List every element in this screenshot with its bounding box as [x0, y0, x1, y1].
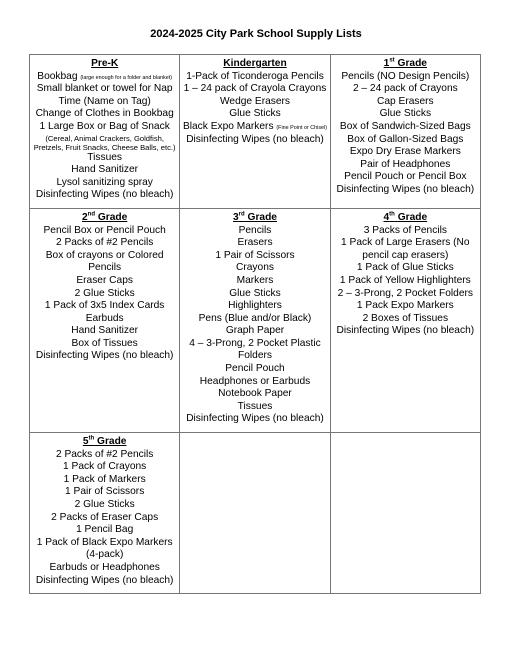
- list-item: Tissues: [87, 151, 123, 163]
- expo-markers-label: Black Expo Markers: [182, 120, 274, 132]
- list-item: Hand Sanitizer: [71, 325, 139, 337]
- list-item: Change of Clothes in Bookbag: [35, 108, 174, 120]
- list-item: Disinfecting Wipes (no bleach): [35, 189, 174, 201]
- grade-ordinal: th: [389, 211, 395, 218]
- list-item: Glue Sticks: [229, 287, 281, 299]
- grade-heading-fourth: [333, 212, 478, 225]
- fourth-grade-cell: [330, 208, 480, 432]
- list-item: Lysol sanitizing spray: [56, 176, 153, 188]
- list-item: Box of Tissues: [71, 337, 138, 349]
- list-item: Glue Sticks: [229, 108, 281, 120]
- list-item: Headphones or Earbuds: [199, 375, 311, 387]
- third-grade-cell: [180, 208, 330, 432]
- list-item: Pencils (NO Design Pencils): [341, 70, 470, 82]
- empty-cell: [180, 433, 330, 594]
- grade-heading-prek: Pre-K: [91, 58, 119, 69]
- grade-word: Grade: [97, 436, 127, 448]
- list-item: 2 Glue Sticks: [74, 287, 135, 299]
- list-item: Tissues: [237, 400, 273, 412]
- list-item: Disinfecting Wipes (no bleach): [186, 413, 324, 425]
- second-grade-cell: [30, 208, 180, 432]
- list-item: Eraser Caps: [76, 274, 133, 286]
- list-item: 1 Pack of Markers: [63, 473, 146, 485]
- list-item: 1 Pack of Yellow Highlighters: [339, 274, 471, 286]
- empty-cell: [330, 433, 480, 594]
- list-item: Box of crayons or Colored Pencils: [45, 249, 164, 274]
- grade-ordinal: rd: [238, 211, 245, 218]
- list-item: Earbuds or Headphones: [49, 561, 160, 573]
- list-item: Expo Dry Erase Markers: [349, 146, 461, 158]
- grade-heading-kindergarten: Kindergarten: [223, 58, 287, 69]
- grade-heading-fifth: [32, 436, 177, 449]
- list-item: 2 – 3-Prong, 2 Pocket Folders: [337, 287, 473, 299]
- supply-list-table: [29, 54, 481, 594]
- grade-heading-second: [32, 212, 177, 225]
- document-title: 2024-2025 City Park School Supply Lists: [150, 28, 362, 40]
- list-item: Pens (Blue and/or Black): [198, 312, 312, 324]
- list-item: Box of Sandwich-Sized Bags: [339, 120, 471, 132]
- grade-number: 2: [82, 211, 88, 223]
- grade-heading-first: [333, 58, 478, 71]
- list-item: Hand Sanitizer: [71, 164, 139, 176]
- bookbag-note: (large enough for a folder and blanket): [80, 74, 173, 81]
- grade-number: 4: [383, 211, 390, 223]
- list-item: Notebook Paper: [218, 388, 292, 400]
- list-item: Small blanket or towel for Nap Time (Name on Tag): [36, 83, 173, 107]
- fifth-grade-cell: [30, 433, 180, 594]
- list-item: Crayons: [236, 262, 274, 274]
- list-item: 1 Pack of Crayons: [63, 461, 147, 473]
- list-item: [32, 71, 177, 84]
- list-item: 2 Boxes of Tissues: [362, 312, 449, 324]
- list-item: 2 – 24 pack of Crayons: [352, 83, 458, 95]
- list-item: Box of Gallon-Sized Bags: [347, 133, 464, 145]
- list-item: Pencils: [238, 224, 272, 236]
- list-item: Pair of Headphones: [360, 158, 451, 170]
- list-item: 1 Pack of 3x5 Index Cards: [44, 300, 165, 312]
- list-item: Pencil Pouch: [225, 363, 285, 375]
- list-item: 4 – 3-Prong, 2 Pocket Plastic Folders: [189, 337, 321, 362]
- grade-word: Grade: [247, 211, 277, 223]
- table-row: [30, 433, 481, 594]
- list-item: Pencil Box or Pencil Pouch: [43, 224, 166, 236]
- grade-number: 3: [233, 211, 239, 223]
- grade-word: Grade: [397, 58, 427, 69]
- grade-word: Grade: [397, 211, 428, 223]
- first-grade-cell: [330, 55, 480, 209]
- list-item: 2 Glue Sticks: [74, 499, 135, 510]
- list-item: 1 – 24 pack of Crayola Crayons: [183, 83, 327, 95]
- grade-number: 1: [383, 58, 390, 69]
- grade-heading-third: [182, 212, 327, 225]
- list-item: 1 Pencil Bag: [76, 524, 134, 536]
- list-item: Disinfecting Wipes (no bleach): [186, 133, 324, 145]
- list-item: Wedge Erasers: [219, 95, 290, 107]
- list-item: [182, 121, 327, 134]
- list-item: Highlighters: [228, 300, 282, 312]
- grade-word: Grade: [97, 211, 128, 223]
- list-item: Pencil Pouch or Pencil Box: [344, 171, 467, 183]
- grade-ordinal: th: [88, 435, 95, 442]
- grade-ordinal: st: [389, 57, 395, 64]
- grade-number: 5: [82, 436, 89, 448]
- list-item: 1 Pack Expo Markers: [356, 300, 454, 312]
- list-item: 2 Packs of #2 Pencils: [55, 237, 154, 249]
- table-row: [30, 208, 481, 432]
- list-item: Earbuds: [85, 312, 124, 324]
- list-item: 1-Pack of Ticonderoga Pencils: [186, 70, 324, 82]
- table-row: [30, 55, 481, 209]
- list-item: Markers: [236, 274, 274, 286]
- list-item: 2 Packs of #2 Pencils: [55, 448, 154, 460]
- list-item: 1 Pair of Scissors: [65, 486, 145, 498]
- list-item: 1 Large Box or Bag of Snack: [39, 120, 170, 132]
- list-item: Disinfecting Wipes (no bleach): [336, 183, 475, 195]
- list-item: Graph Paper: [225, 325, 285, 337]
- list-item: 2 Packs of Eraser Caps: [51, 511, 159, 523]
- expo-markers-note: (Fine Point or Chisel): [276, 124, 328, 131]
- prek-cell: [30, 55, 180, 209]
- list-item: 1 Pack of Large Erasers (No pencil cap erasers): [341, 237, 470, 261]
- list-item: Disinfecting Wipes (no bleach): [336, 325, 475, 337]
- list-item: 1 Pack of Black Expo Markers (4-pack): [36, 536, 173, 561]
- snack-note: (Cereal, Animal Crackers, Goldfish, Pretzels, Fruit Snacks, Cheese Balls, etc.): [33, 133, 176, 152]
- list-item: Disinfecting Wipes (no bleach): [35, 350, 174, 362]
- list-item: Cap Erasers: [377, 95, 434, 107]
- bookbag-label: Bookbag: [37, 70, 78, 82]
- list-item: 1 Pack of Glue Sticks: [356, 262, 454, 274]
- list-item: Glue Sticks: [379, 108, 432, 120]
- list-item: 3 Packs of Pencils: [363, 224, 447, 236]
- kindergarten-cell: [180, 55, 330, 209]
- grade-ordinal: nd: [87, 211, 96, 218]
- list-item: Erasers: [237, 237, 273, 249]
- list-item: Disinfecting Wipes (no bleach): [35, 574, 174, 586]
- list-item: 1 Pair of Scissors: [215, 249, 295, 261]
